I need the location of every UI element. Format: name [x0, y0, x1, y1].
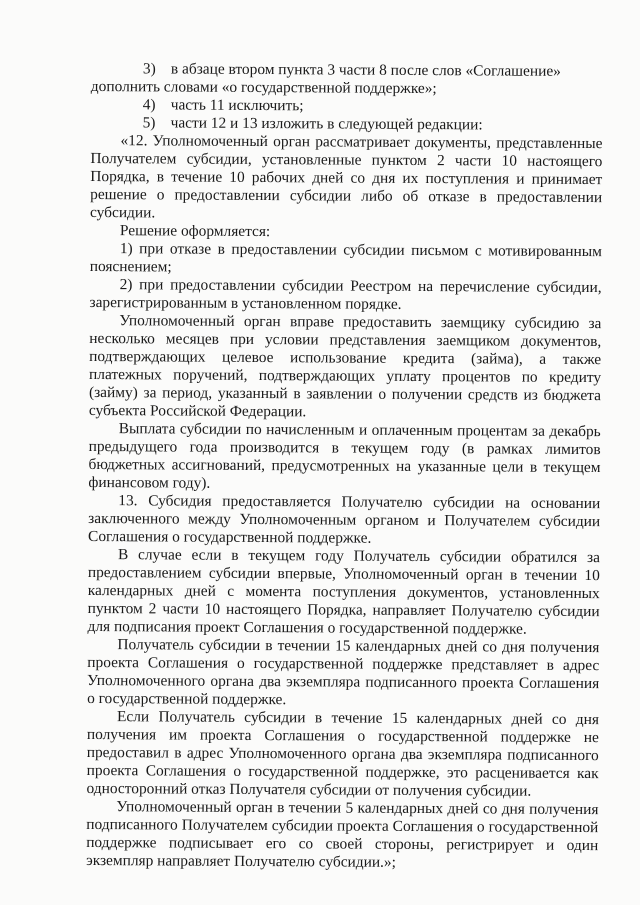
item-number: 4) [142, 96, 156, 114]
item-text: в абзаце втором пункта 3 части 8 после слов «Соглашение» [170, 60, 561, 80]
list-item-3-continuation: дополнить словами «о государственной поддержке»; [90, 77, 437, 98]
paragraph-granting: 2) при предоставлении субсидии Реестром на перечисление субсидии, зарегистрированным в установленном порядке. [89, 276, 602, 313]
item-text: часть 11 исключить; [170, 96, 304, 115]
paragraph-refusal-unilateral: Если Получатель субсидии в течение 15 календарных дней со дня получения им проекта Соглашения о государственной поддержке не предоставил в адрес Уполномоченного органа два экземпляра подписанного проекта Соглашения о государственной поддержке, это расценивается как односторонний отказ Получателя субсидии от получения субсидии. [86, 708, 600, 800]
item-number: 5) [142, 114, 156, 132]
paragraph-refusal: 1) при отказе в предоставлении субсидии письмом с мотивированным пояснением; [89, 240, 602, 276]
paragraph-december: Выплата субсидии по начисленным и оплаченным процентам за декабрь предыдущего года производится в текущем году (в рамках лимитов бюджетных ассигнований, предусмотренных на указанные цели в текущем финансовом году). [88, 420, 601, 492]
paragraph-decision: Решение оформляется: [119, 222, 271, 241]
paragraph-12: «12. Уполномоченный орган рассматривает документы, представленные Получателем субсидии, установленные пунктом 2 части 10 настоящего Порядка, в течение 10 рабочих дней со дня их поступления и принимает решение о предоставлении субсидии либо об отказе в предоставлении субсидии. [90, 132, 603, 222]
paragraph-several-months: Уполномоченный орган вправе предоставить заемщику субсидию за несколько месяцев при условии представления заемщиком документов, подтверждающих целевое использование кредита (займа), а также платежных поручений, подтверждающих уплату процентов по кредиту (займу) за период, указанный в заявлении о получении средств из бюджета субъекта Российской Федерации. [88, 312, 602, 421]
item-number: 3) [142, 60, 156, 78]
paragraph-first-time: В случае если в текущем году Получатель субсидии обратился за предоставлением субсидии впервые, Уполномоченный орган в течении 10 календарных дней с момента поступления документов, установленных пунктом 2 части 10 настоящего Порядка, направляет Получателю субсидии для подписания проект Соглашения о государственной поддержке. [87, 546, 601, 638]
item-text: части 12 и 13 изложить в следующей редакции: [170, 114, 483, 134]
paragraph-13: 13. Субсидия предоставляется Получателю субсидии на основании заключенного между Уполномоченным органом и Получателем субсидии Соглашения о государственной поддержке. [88, 492, 601, 547]
paragraph-15-days: Получатель субсидии в течении 15 календарных дней со дня получения проекта Соглашения о государственной поддержке представляет в адрес Уполномоченного органа два экземпляра подписанного проекта Соглашения о государственной поддержке. [87, 636, 600, 709]
document-body [86, 60, 603, 873]
paragraph-5-days: Уполномоченный орган в течении 5 календарных дней со дня получения подписанного Получателем субсидии проекта Соглашения о государственной поддержке подписывает его со своей стороны, регистрирует и один экземпляр направляет Получателю субсидии.»; [86, 798, 599, 871]
